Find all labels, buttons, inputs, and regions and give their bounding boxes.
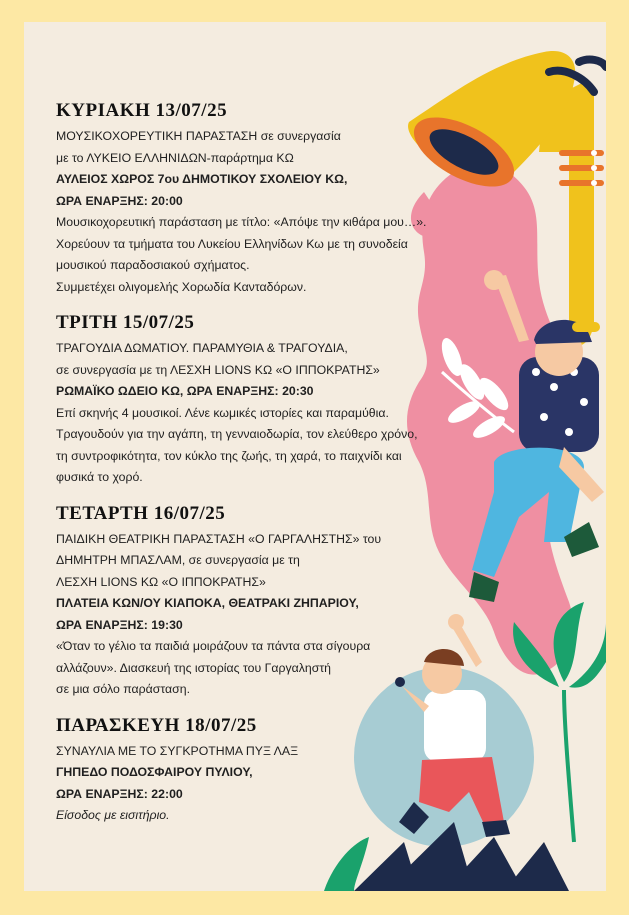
event-description: Συμμετέχει ολιγομελής Χορωδία Κανταδόρων. [56,279,307,294]
event-start-time: ΩΡΑ ΕΝΑΡΞΗΣ: 20:00 [56,193,183,208]
event-description: Χορεύουν τα τμήματα του Λυκείου Ελληνίδων Κω με τη συνοδεία [56,236,408,251]
event-ticket-note: Είσοδος με εισιτήριο. [56,808,170,822]
event-venue: ΠΛΑΤΕΙΑ ΚΩΝ/ΟΥ ΚΙΑΠΟΚΑ, ΘΕΑΤΡΑΚΙ ΖΗΠΑΡΙΟΥ, [56,596,359,610]
palm-leaf-illustration [513,602,606,842]
event-friday [56,715,436,827]
event-title: ΜΟΥΣΙΚΟΧΟΡΕΥΤΙΚΗ ΠΑΡΑΣΤΑΣΗ σε συνεργασία [56,129,341,143]
event-day-heading: ΚΥΡΙΑΚΗ 13/07/25 [56,100,228,121]
event-description: Τραγουδούν για την αγάπη, τη γενναιοδωρία, τον ελεύθερο χρόνο, [56,427,418,441]
event-partner: με το ΛΥΚΕΙΟ ΕΛΛΗΝΙΔΩΝ-παράρτημα ΚΩ [56,150,294,165]
event-day-heading: ΠΑΡΑΣΚΕΥΗ 18/07/25 [56,714,257,736]
event-description: Επί σκηνής 4 μουσικοί. Λένε κωμικές ιστορίες και παραμύθια. [56,405,389,420]
event-sunday [56,100,436,298]
events-list [56,100,436,841]
event-venue-time: ΡΩΜΑΪΚΟ ΩΔΕΙΟ ΚΩ, ΩΡΑ ΕΝΑΡΞΗΣ: 20:30 [56,384,314,398]
event-start-time: ΩΡΑ ΕΝΑΡΞΗΣ: 19:30 [56,617,183,632]
event-description: φυσικά το χορό. [56,470,143,484]
event-description: Μουσικοχορευτική παράσταση με τίτλο: «Απόψε την κιθάρα μου…». [56,215,427,229]
event-day-heading: ΤΡΙΤΗ 15/07/25 [56,312,195,333]
event-description: «Όταν το γέλιο τα παιδιά μοιράζουν τα πάντα στα σίγουρα [56,639,371,653]
event-partner: ΛΕΣΧΗ LIONS ΚΩ «Ο ΙΠΠΟΚΡΑΤΗΣ» [56,574,266,589]
event-venue: ΑΥΛΕΙΟΣ ΧΩΡΟΣ 7ου ΔΗΜΟΤΙΚΟΥ ΣΧΟΛΕΙΟΥ ΚΩ, [56,172,348,186]
event-description: μουσικού παραδοσιακού σχήματος. [56,258,250,272]
event-start-time: ΩΡΑ ΕΝΑΡΞΗΣ: 22:00 [56,786,183,801]
event-title: ΣΥΝΑΥΛΙΑ ΜΕ ΤΟ ΣΥΓΚΡΟΤΗΜΑ ΠΥΞ ΛΑΞ [56,743,299,758]
event-tuesday [56,312,436,489]
event-partner: ΔΗΜΗΤΡΗ ΜΠΑΣΛΑΜ, σε συνεργασία με τη [56,553,300,567]
event-wednesday [56,503,436,701]
event-day-heading: ΤΕΤΑΡΤΗ 16/07/25 [56,502,226,524]
event-title: ΠΑΙΔΙΚΗ ΘΕΑΤΡΙΚΗ ΠΑΡΑΣΤΑΣΗ «Ο ΓΑΡΓΑΛΗΣΤΗΣ» του [56,531,382,546]
event-title: ΤΡΑΓΟΥΔΙΑ ΔΩΜΑΤΙΟΥ. ΠΑΡΑΜΥΘΙΑ & ΤΡΑΓΟΥΔΙΑ, [56,341,348,355]
event-description: αλλάζουν». Διασκευή της ιστορίας του Γαργαληστή [56,660,332,675]
event-description: σε μια σόλο παράσταση. [56,682,190,696]
event-partner: σε συνεργασία με τη ΛΕΣΧΗ LIONS ΚΩ «Ο ΙΠΠΟΚΡΑΤΗΣ» [56,362,380,377]
event-description: τη συντροφικότητα, τον κύκλο της ζωής, τη χαρά, το παιχνίδι και [56,448,402,463]
poster [24,22,606,891]
event-venue: ΓΗΠΕΔΟ ΠΟΔΟΣΦΑΙΡΟΥ ΠΥΛΙΟΥ, [56,765,253,779]
